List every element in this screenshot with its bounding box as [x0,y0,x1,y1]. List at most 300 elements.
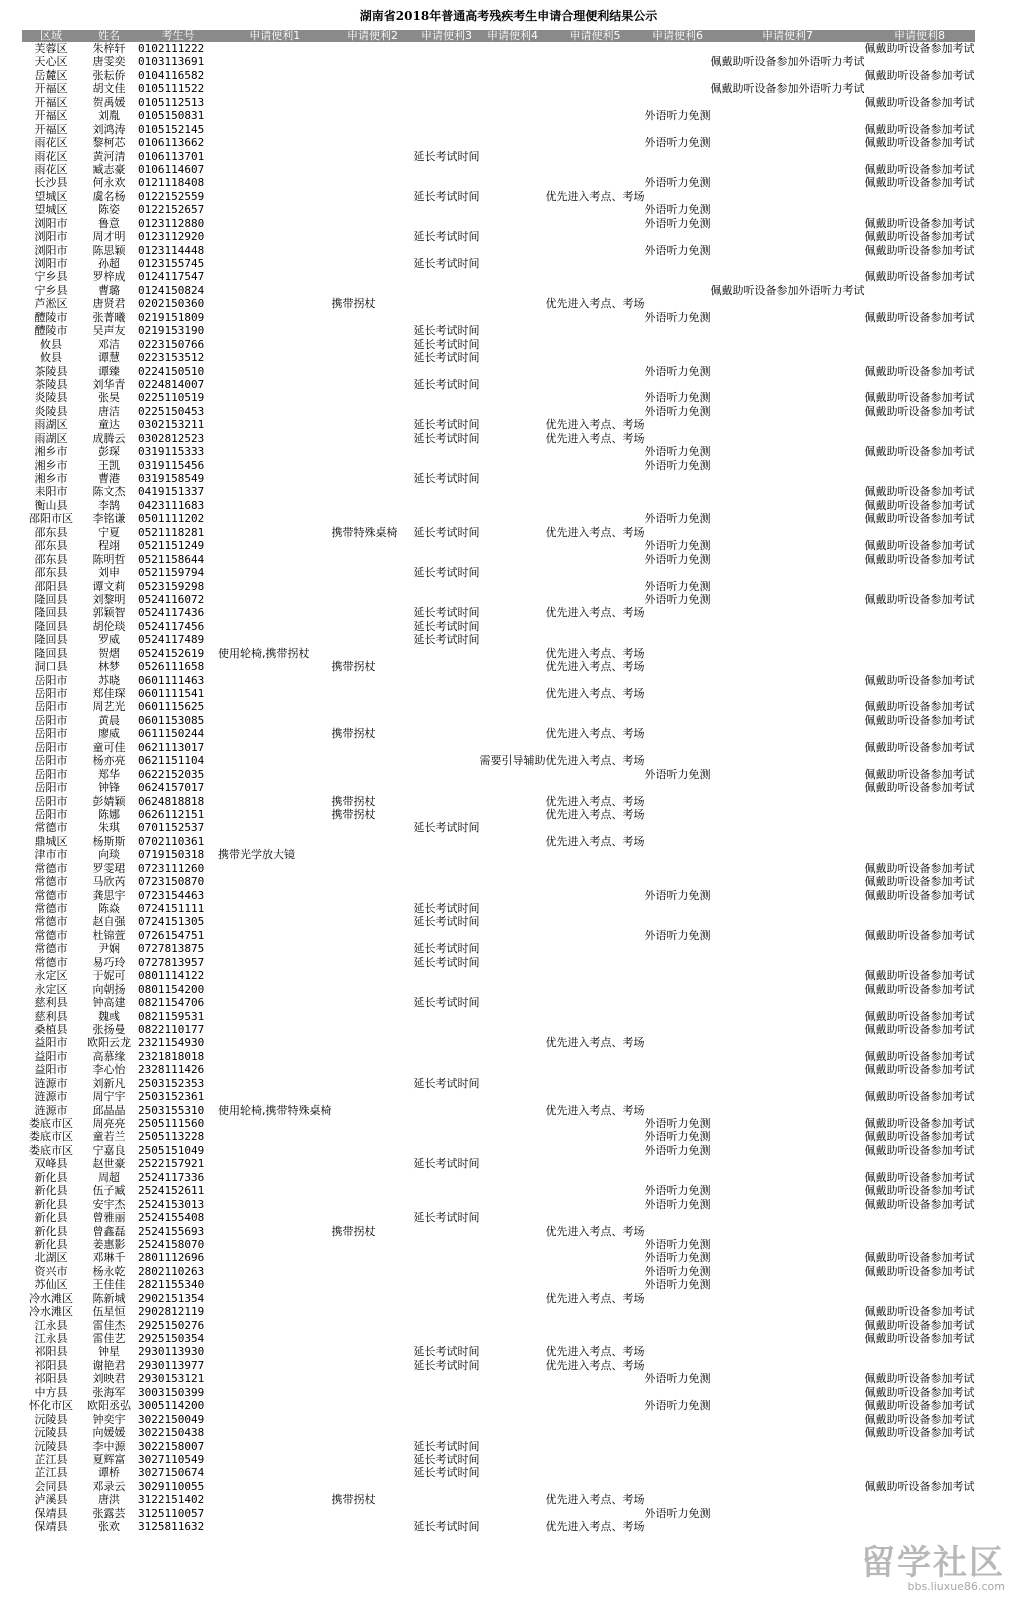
cell-req6 [645,620,711,633]
column-header: 申请便利4 [480,30,546,42]
cell-req5 [546,378,645,391]
cell-region: 怀化市区 [29,1399,73,1413]
cell-req7 [711,660,865,673]
cell-req4 [480,593,546,606]
cell-req6 [645,983,711,996]
cell-req2 [332,445,414,458]
cell-req1 [218,1480,332,1493]
cell-req6 [645,1305,711,1318]
cell-region: 衡山县 [34,498,68,512]
cell-req8: 佩戴助听设备参加考试 [864,1318,975,1332]
cell-req3 [414,539,480,552]
cell-name: 钟锋 [98,781,120,795]
cell-name: 向朝扬 [92,982,126,996]
cell-req7 [711,714,865,727]
cell-req1 [218,1493,332,1506]
cell-req5 [546,499,645,512]
cell-req6: 外语听力免测 [644,404,711,418]
cell-req6 [645,969,711,982]
cell-name: 张菁曦 [92,310,126,324]
cell-req4 [480,1077,546,1090]
cell-req8 [865,203,975,216]
cell-exam-id: 0727813875 [138,942,205,956]
cell-req7 [711,1332,865,1345]
cell-req1 [218,1225,332,1238]
table-row [22,983,975,996]
cell-req8 [865,848,975,861]
cell-req5 [546,1332,645,1345]
cell-req8: 佩戴助听设备参加考试 [864,1022,975,1036]
cell-req2 [332,217,414,230]
cell-req7 [711,405,865,418]
cell-req6 [645,996,711,1009]
cell-req7 [711,311,865,324]
cell-name: 刘映君 [92,1372,126,1386]
cell-req6 [645,418,711,431]
cell-region: 新化县 [34,1197,68,1211]
cell-req2 [332,1117,414,1130]
cell-req2: 携带拐杖 [331,727,376,741]
cell-req4 [480,42,546,55]
cell-req5 [546,969,645,982]
cell-req3: 延长考试时间 [413,1439,480,1453]
cell-req4 [480,700,546,713]
cell-region: 会同县 [34,1479,68,1493]
cell-req1 [218,687,332,700]
cell-req8 [865,1238,975,1251]
cell-exam-id: 2801112696 [138,1251,205,1265]
cell-req5 [546,1372,645,1385]
table-row [22,1453,975,1466]
cell-req4 [480,257,546,270]
cell-req6 [645,795,711,808]
table-row [22,512,975,525]
cell-exam-id: 0319158549 [138,472,205,485]
cell-name: 谭臻 [98,364,120,378]
cell-req3 [414,700,480,713]
table-row [22,1225,975,1238]
cell-name: 陈新城 [92,1291,126,1305]
cell-req3: 延长考试时间 [413,431,480,445]
cell-req1 [218,123,332,136]
cell-req2 [332,351,414,364]
cell-name: 胡文佳 [92,82,126,96]
cell-name: 杨亦亮 [92,754,126,768]
cell-req1 [218,244,332,257]
cell-req1 [218,781,332,794]
cell-req2: 携带拐杖 [331,1493,376,1507]
cell-req5: 优先进入考点、考场 [545,297,645,311]
table-row [22,69,975,82]
table-row [22,1171,975,1184]
cell-req5 [546,324,645,337]
cell-exam-id: 0726154751 [138,928,205,942]
cell-req8 [865,418,975,431]
table-row [22,1278,975,1291]
cell-name: 刘申 [98,566,120,580]
cell-req4 [480,338,546,351]
cell-name: 伍星恒 [92,1305,126,1319]
cell-req5 [546,915,645,928]
cell-req3 [414,297,480,310]
cell-req8 [865,660,975,673]
cell-exam-id: 2321154930 [138,1036,205,1050]
cell-name: 周艺光 [92,700,126,714]
cell-name: 向琰 [98,848,120,862]
cell-req8: 佩戴助听设备参加考试 [864,1170,975,1184]
cell-req1 [218,365,332,378]
cell-req4 [480,1359,546,1372]
cell-req2 [332,714,414,727]
cell-req5 [546,69,645,82]
cell-req5 [546,741,645,754]
cell-req7 [711,485,865,498]
cell-req3 [414,109,480,122]
cell-req7 [711,1265,865,1278]
cell-req4 [480,942,546,955]
table-row [22,566,975,579]
cell-req8: 佩戴助听设备参加考试 [864,243,975,257]
column-header: 申请便利8 [865,30,975,42]
cell-exam-id: 2524155693 [138,1224,205,1238]
cell-req1 [218,1144,332,1157]
cell-exam-id: 0524116072 [138,592,205,606]
cell-req3 [414,1104,480,1117]
cell-req8 [865,284,975,297]
cell-req4 [480,123,546,136]
cell-req6 [645,902,711,915]
cell-req7 [711,1010,865,1023]
cell-req3 [414,714,480,727]
cell-exam-id: 0702110361 [138,834,205,848]
cell-req5 [546,862,645,875]
cell-req8 [865,526,975,539]
cell-req1 [218,835,332,848]
cell-req3 [414,674,480,687]
cell-req7 [711,566,865,579]
cell-req3 [414,1332,480,1345]
cell-req8 [865,55,975,68]
cell-req5 [546,391,645,404]
cell-region: 泸溪县 [34,1493,68,1507]
cell-req2 [332,1520,414,1533]
cell-req6 [645,1359,711,1372]
cell-req6 [645,526,711,539]
cell-req5 [546,150,645,163]
cell-req5 [546,42,645,55]
cell-req1 [218,1399,332,1412]
cell-req5: 优先进入考点、考场 [545,834,645,848]
cell-name: 张昊 [98,391,120,405]
cell-req6 [645,1171,711,1184]
cell-exam-id: 0521158644 [138,552,205,566]
cell-req6: 外语听力免测 [644,1278,711,1292]
cell-req3 [414,929,480,942]
cell-req8: 佩戴助听设备参加考试 [864,700,975,714]
cell-req6 [645,956,711,969]
cell-req1 [218,136,332,149]
cell-exam-id: 3003150399 [138,1385,205,1399]
cell-req4 [480,499,546,512]
cell-region: 新化县 [34,1170,68,1184]
cell-req8: 佩戴助听设备参加考试 [864,391,975,405]
cell-req5 [546,512,645,525]
cell-region: 宁乡县 [34,270,68,284]
cell-req6: 外语听力免测 [644,310,711,324]
cell-exam-id: 0723154463 [138,888,205,902]
cell-exam-id: 0123114448 [138,243,205,257]
cell-req2 [332,324,414,337]
cell-req2 [332,418,414,431]
cell-req5: 优先进入考点、考场 [545,1103,645,1117]
cell-name: 向媛媛 [92,1426,126,1440]
cell-req2 [332,136,414,149]
cell-req4 [480,835,546,848]
cell-req3 [414,889,480,902]
cell-req2 [332,1319,414,1332]
cell-req3 [414,1171,480,1184]
cell-req2 [332,176,414,189]
cell-req7 [711,969,865,982]
cell-region: 炎陵县 [34,404,68,418]
cell-req2: 携带拐杖 [331,1224,376,1238]
cell-req3 [414,781,480,794]
cell-req2 [332,190,414,203]
cell-req5 [546,768,645,781]
cell-exam-id: 3022158007 [138,1439,205,1453]
cell-req1 [218,741,332,754]
cell-req7 [711,1493,865,1506]
cell-region: 隆回县 [34,619,68,633]
cell-name: 宁夏 [98,525,120,539]
cell-req1 [218,754,332,767]
cell-req5 [546,217,645,230]
cell-req6 [645,1386,711,1399]
cell-req6 [645,835,711,848]
table-row [22,929,975,942]
cell-name: 杨斯斯 [92,834,126,848]
table-row [22,902,975,915]
column-header: 区域 [22,30,80,42]
table-row [22,1090,975,1103]
cell-req3 [414,593,480,606]
cell-req8 [865,297,975,310]
cell-req5: 优先进入考点、考场 [545,1036,645,1050]
cell-req4 [480,96,546,109]
cell-req3 [414,163,480,176]
cell-region: 隆回县 [34,606,68,620]
cell-req7 [711,1319,865,1332]
cell-name: 高慕缘 [92,1049,126,1063]
cell-req7 [711,459,865,472]
cell-region: 保靖县 [34,1506,68,1520]
cell-name: 龚思宇 [92,888,126,902]
cell-req2 [332,539,414,552]
cell-req6: 外语听力免测 [644,579,711,593]
cell-req5 [546,1251,645,1264]
cell-req8: 佩戴助听设备参加考试 [864,1372,975,1386]
cell-region: 祁阳县 [34,1372,68,1386]
cell-name: 钟高建 [92,996,126,1010]
cell-req1 [218,1251,332,1264]
cell-req7 [711,42,865,55]
cell-exam-id: 2503155310 [138,1103,205,1117]
cell-exam-id: 2505111560 [138,1117,205,1130]
cell-req5: 优先进入考点、考场 [545,525,645,539]
cell-region: 邵阳县 [34,579,68,593]
cell-req7 [711,1345,865,1358]
cell-region: 茶陵县 [34,377,68,391]
cell-exam-id: 0719150318 [138,848,205,862]
cell-req7 [711,741,865,754]
cell-req7 [711,1399,865,1412]
cell-region: 常德市 [34,942,68,956]
cell-req6 [645,875,711,888]
cell-req3 [414,1413,480,1426]
table-row [22,768,975,781]
cell-req2 [332,1466,414,1479]
cell-req8: 佩戴助听设备参加考试 [864,216,975,230]
cell-req1 [218,929,332,942]
cell-region: 邵东县 [34,525,68,539]
cell-exam-id: 0102111222 [138,42,205,55]
cell-req8 [865,902,975,915]
cell-exam-id: 3125811632 [138,1520,205,1534]
cell-region: 岳阳市 [34,754,68,768]
cell-exam-id: 2524155408 [138,1211,205,1225]
cell-name: 陈娜 [98,807,120,821]
cell-req3 [414,42,480,55]
cell-exam-id: 3125110057 [138,1506,205,1520]
cell-region: 江永县 [34,1318,68,1332]
cell-req7 [711,297,865,310]
cell-req6 [645,1453,711,1466]
cell-exam-id: 0626112151 [138,807,205,821]
cell-req1 [218,445,332,458]
cell-req4 [480,741,546,754]
cell-req2 [332,499,414,512]
cell-req5 [546,459,645,472]
cell-req2 [332,1144,414,1157]
cell-req7 [711,324,865,337]
table-row [22,1063,975,1076]
cell-req1 [218,996,332,1009]
cell-req4 [480,270,546,283]
cell-req6 [645,1090,711,1103]
cell-exam-id: 2524158070 [138,1237,205,1251]
cell-exam-id: 0105111522 [138,82,205,96]
cell-req7 [711,1453,865,1466]
cell-req6: 外语听力免测 [644,1251,711,1265]
cell-region: 洞口县 [34,660,68,674]
table-row [22,606,975,619]
cell-req2 [332,1090,414,1103]
cell-req2 [332,42,414,55]
cell-req8 [865,620,975,633]
cell-req2 [332,472,414,485]
cell-region: 娄底市区 [29,1117,73,1130]
column-header: 申请便利5 [546,30,645,42]
cell-name: 郑华 [98,767,120,781]
cell-req5 [546,445,645,458]
cell-req5 [546,674,645,687]
cell-req5: 优先进入考点、考场 [545,727,645,741]
cell-req2 [332,848,414,861]
cell-req7 [711,1520,865,1533]
cell-req1 [218,257,332,270]
cell-req5 [546,1480,645,1493]
cell-req6 [645,647,711,660]
cell-req1 [218,862,332,875]
cell-req4 [480,1480,546,1493]
cell-req7 [711,835,865,848]
cell-req7 [711,1171,865,1184]
table-row [22,405,975,418]
cell-region: 新化县 [34,1211,68,1225]
cell-req3 [414,69,480,82]
cell-req8: 佩戴助听设备参加考试 [864,1426,975,1440]
cell-req7 [711,499,865,512]
cell-req4 [480,55,546,68]
cell-req1 [218,902,332,915]
cell-req8: 佩戴助听设备参加考试 [864,673,975,687]
cell-req8 [865,257,975,270]
cell-req7 [711,244,865,257]
cell-req7 [711,123,865,136]
cell-req7 [711,472,865,485]
cell-region: 常德市 [34,915,68,929]
cell-region: 娄底市区 [29,1130,73,1144]
cell-req8 [865,566,975,579]
cell-region: 永定区 [34,969,68,983]
cell-exam-id: 0202150360 [138,297,205,311]
cell-req4 [480,687,546,700]
cell-req2 [332,284,414,297]
cell-req6 [645,96,711,109]
cell-req1 [218,1426,332,1439]
cell-req1 [218,1292,332,1305]
cell-req3 [414,1399,480,1412]
cell-exam-id: 3027150674 [138,1466,205,1480]
cell-req3: 延长考试时间 [413,324,480,338]
cell-req3 [414,1507,480,1520]
cell-req5 [546,203,645,216]
cell-req8 [865,1466,975,1479]
cell-req3 [414,687,480,700]
cell-req5 [546,942,645,955]
cell-region: 冷水滩区 [29,1291,73,1305]
cell-req5 [546,1305,645,1318]
table-row [22,795,975,808]
cell-req5 [546,1184,645,1197]
cell-req2 [332,835,414,848]
table-row [22,781,975,794]
cell-req7 [711,230,865,243]
cell-req7 [711,1090,865,1103]
cell-req8: 佩戴助听设备参加考试 [864,552,975,566]
cell-req7 [711,432,865,445]
table-row [22,190,975,203]
cell-req4 [480,660,546,673]
cell-req4 [480,1399,546,1412]
cell-region: 常德市 [34,821,68,835]
cell-name: 张海军 [92,1385,126,1399]
cell-region: 沅陵县 [34,1412,68,1426]
cell-req7 [711,1426,865,1439]
cell-req7 [711,338,865,351]
cell-req6 [645,351,711,364]
cell-req7 [711,1184,865,1197]
